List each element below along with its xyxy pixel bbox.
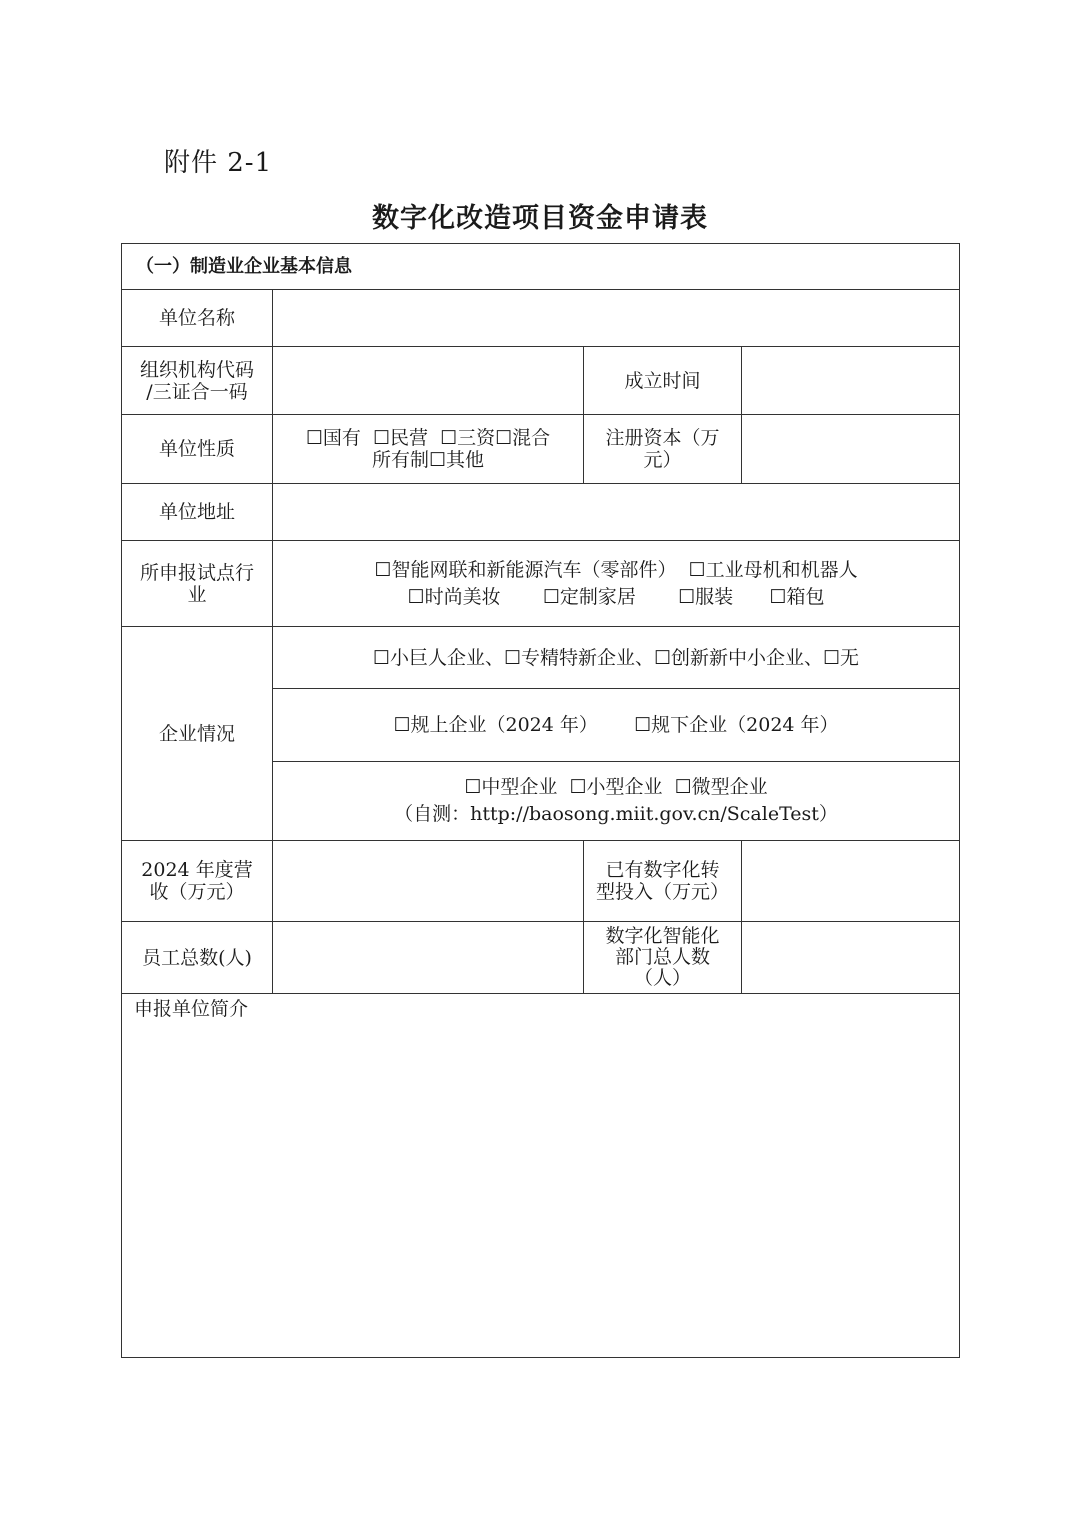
intro-label: 申报单位简介 [134,998,249,1020]
enterprise-size-options[interactable] [273,762,960,841]
unit-nature-options[interactable] [273,415,584,484]
unit-nature-label-cell [121,415,273,484]
unit-nature-options-line1[interactable]: ☐国有 ☐民营 ☐三资☐混合 [305,427,551,449]
enterprise-scale-options[interactable] [273,689,960,762]
intro-field[interactable] [121,994,960,1358]
established-field[interactable] [742,347,960,415]
revenue-label-line1: 2024 年度营 [141,859,253,881]
reg-capital-field[interactable] [742,415,960,484]
digital-invest-label-line2: 型投入（万元） [595,881,729,903]
reg-capital-label-cell [584,415,742,484]
org-code-label-line1: 组织机构代码 [139,358,254,381]
industry-options-line1[interactable]: ☐智能网联和新能源汽车（零部件） ☐工业母机和机器人 [374,558,858,581]
unit-name-field[interactable] [273,290,960,347]
unit-name-label: 单位名称 [158,307,235,329]
revenue-field[interactable] [273,841,584,922]
reg-capital-label-line1: 注册资本（万 [605,427,720,449]
established-label: 成立时间 [624,369,701,392]
digital-dept-label-cell [584,922,742,994]
industry-options-line2[interactable]: ☐时尚美妆 ☐定制家居 ☐服装 ☐箱包 [407,585,825,608]
section-header [121,243,960,290]
digital-dept-label-line3: （人） [633,967,691,989]
org-code-label-line2: /三证合一码 [146,380,248,403]
digital-invest-field[interactable] [742,841,960,922]
industry-label-line2: 业 [187,583,207,606]
digital-dept-label-line2: 部门总人数 [614,946,710,968]
enterprise-type-options[interactable] [273,627,960,689]
reg-capital-label-line2: 元） [643,449,682,471]
digital-dept-label-line1: 数字化智能化 [605,925,720,947]
staff-label: 员工总数(人) [142,946,252,969]
industry-options[interactable] [273,541,960,627]
revenue-label-cell [121,841,273,922]
staff-label-cell [121,922,273,994]
digital-invest-label-cell [584,841,742,922]
staff-field[interactable] [273,922,584,994]
attachment-number: 附件 2-1 [164,148,273,178]
digital-invest-label-line1: 已有数字化转 [605,859,720,881]
enterprise-label: 企业情况 [158,722,235,745]
org-code-label-cell [121,347,273,415]
enterprise-label-cell [121,627,273,841]
unit-nature-options-line2[interactable]: 所有制☐其他 [371,449,485,471]
industry-label-line1: 所申报试点行 [139,561,254,584]
industry-label-cell [121,541,273,627]
enterprise-scale-options-line[interactable]: ☐规上企业（2024 年） ☐规下企业（2024 年） [393,714,839,736]
unit-name-label-cell [121,290,273,347]
address-field[interactable] [273,484,960,541]
form-title: 数字化改造项目资金申请表 [372,203,708,234]
enterprise-size-options-line[interactable]: ☐中型企业 ☐小型企业 ☐微型企业 [464,776,768,798]
org-code-field[interactable] [273,347,584,415]
section-title: （一）制造业企业基本信息 [136,255,352,277]
revenue-label-line2: 收（万元） [149,881,245,903]
unit-nature-label: 单位性质 [158,438,235,460]
scale-test-link[interactable]: （自测：http://baosong.miit.gov.cn/ScaleTest） [394,803,838,825]
address-label: 单位地址 [158,501,235,523]
established-label-cell [584,347,742,415]
enterprise-type-options-line[interactable]: ☐小巨人企业、☐专精特新企业、☐创新新中小企业、☐无 [372,646,860,669]
address-label-cell [121,484,273,541]
digital-dept-field[interactable] [742,922,960,994]
